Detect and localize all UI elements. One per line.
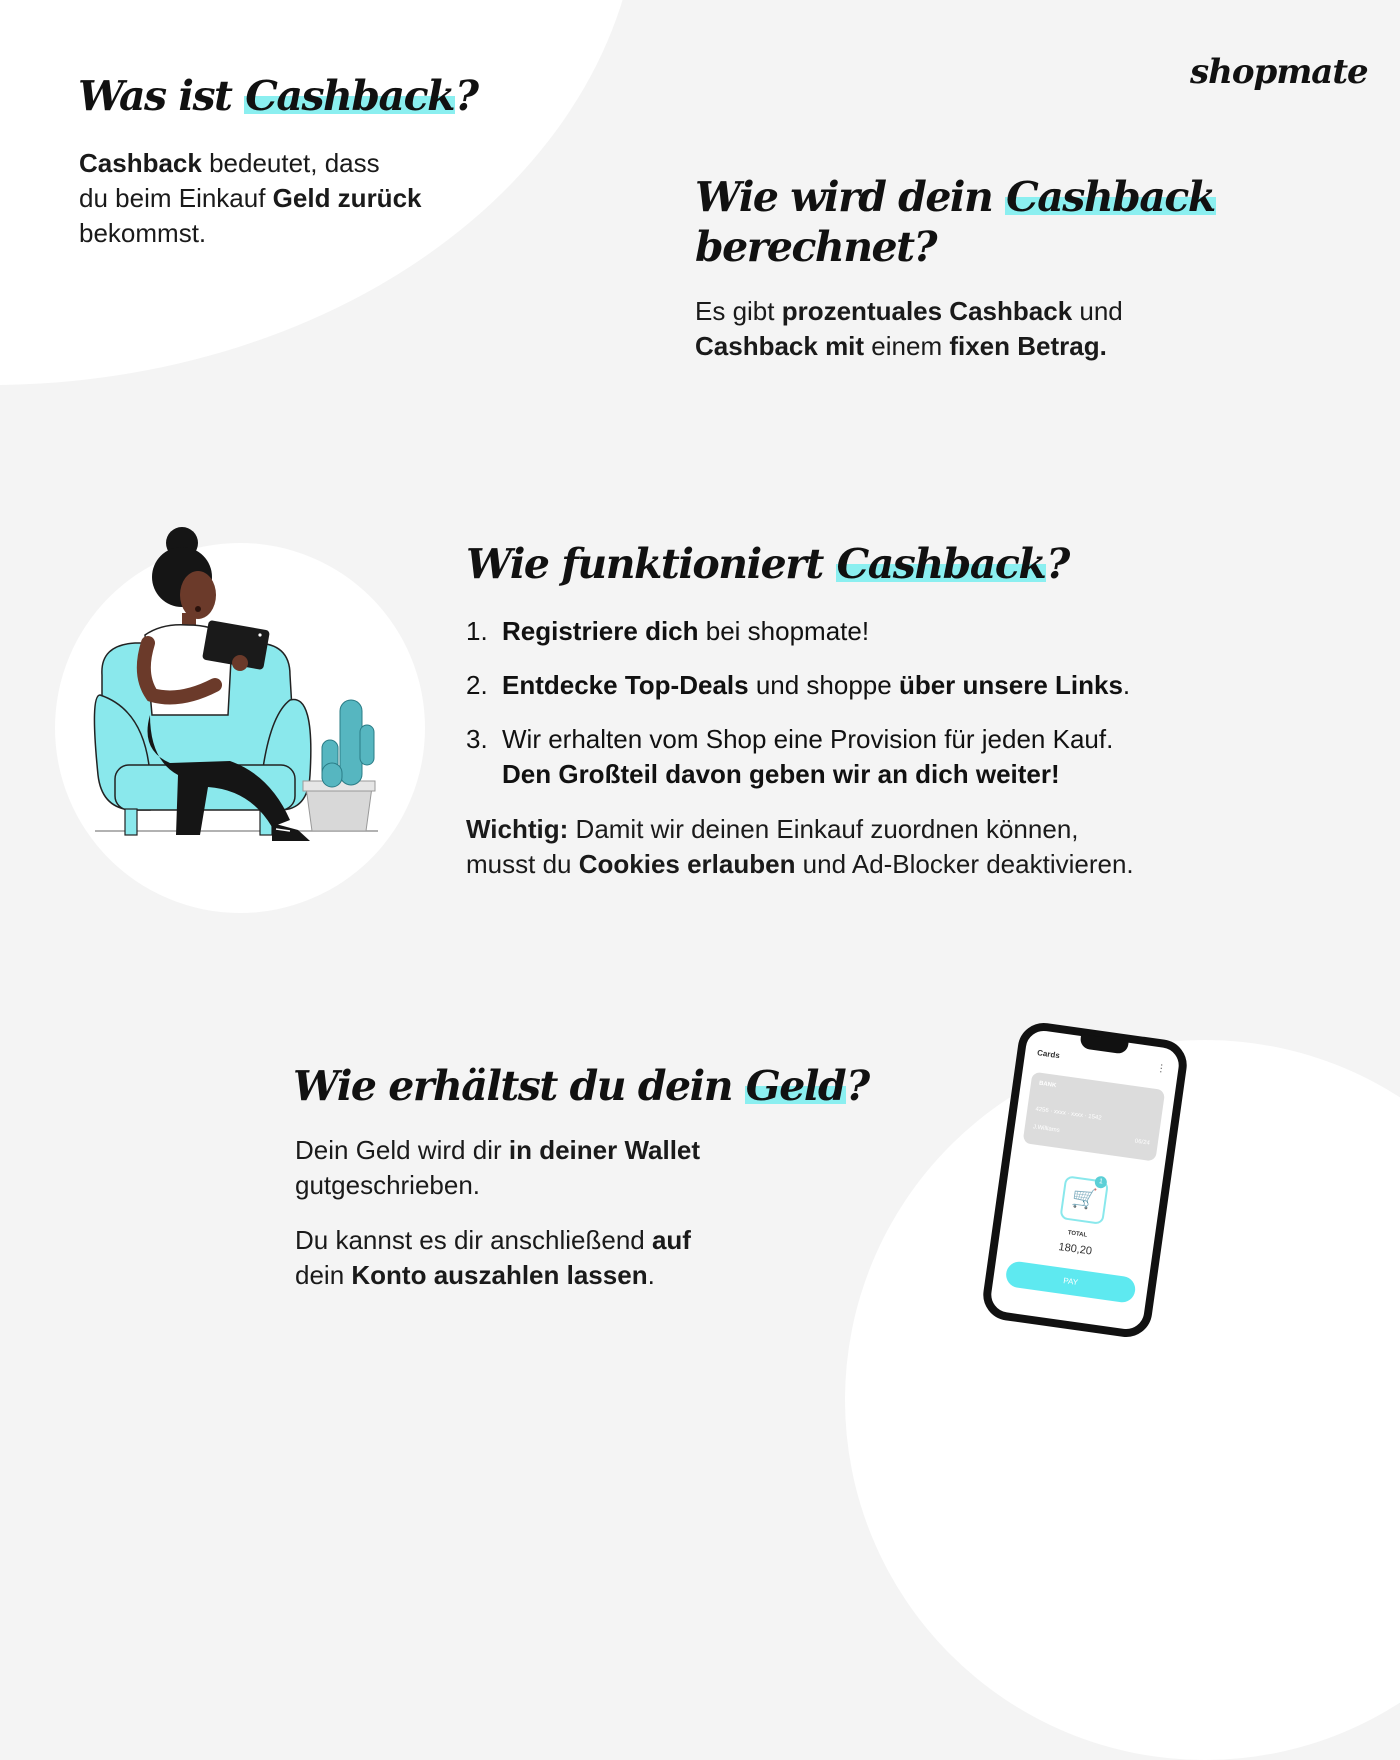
title-highlight: Cashback <box>245 72 454 120</box>
total-value: 180,20 <box>1057 1241 1093 1258</box>
pay-button[interactable]: PAY <box>1004 1260 1136 1304</box>
important-note: Wichtig: Damit wir deinen Einkauf zuordnen können, musst du Cookies erlauben und Ad-Blocker deaktivieren. <box>466 814 1134 879</box>
card-expiry: 06/24 <box>1134 1138 1151 1147</box>
section-title-get-money: Wie erhältst du dein Geld? <box>293 1062 869 1110</box>
title-highlight: Geld <box>745 1062 846 1110</box>
card-number: 4256 · xxxx · xxxx · 1542 <box>1034 1106 1102 1122</box>
section-text-payout: Du kannst es dir anschließend auf dein Konto auszahlen lassen. <box>295 1225 691 1290</box>
shopmate-logo[interactable]: shopmate <box>1190 52 1368 92</box>
card-bank-name: BANK <box>1038 1080 1057 1090</box>
step-item: 2. Entdecke Top-Deals und shoppe über unsere Links. <box>466 670 1131 700</box>
cart-badge: 1 <box>1094 1175 1108 1189</box>
section-text-how-calculated: Es gibt prozentuales Cashback und Cashback mit einem fixen Betrag. <box>695 296 1123 361</box>
step-item: 1. Registriere dich bei shopmate! <box>466 616 870 646</box>
section-text-wallet: Dein Geld wird dir in deiner Wallet gutgeschrieben. <box>295 1135 701 1200</box>
section-text-what-is-cashback: Cashback bedeutet, dass du beim Einkauf Geld zurück bekommst. <box>79 148 422 248</box>
cart-icon[interactable]: 🛒 <box>1059 1175 1109 1225</box>
section-title-how-it-works: Wie funktioniert Cashback? <box>466 540 1069 588</box>
title-highlight: Cashback <box>1006 173 1215 221</box>
step-item: 3. Wir erhalten vom Shop eine Provision für jeden Kauf. Den Großteil davon geben wir an dich weiter! <box>466 724 1114 789</box>
total-label: TOTAL <box>1067 1230 1088 1239</box>
section-title-what-is-cashback: Was ist Cashback? <box>78 72 478 120</box>
title-highlight: Cashback <box>836 540 1046 588</box>
phone-notch <box>1079 1034 1128 1055</box>
section-title-how-calculated: Wie wird dein Cashback berechnet? <box>695 173 1215 271</box>
woman-with-tablet-illustration <box>90 525 390 845</box>
menu-dots-icon[interactable]: ⋮ <box>1155 1062 1167 1076</box>
card-holder: J.Williams <box>1032 1124 1060 1134</box>
bank-card[interactable] <box>1023 1072 1166 1162</box>
steps-list <box>466 614 1266 811</box>
screen-title: Cards <box>1036 1048 1061 1061</box>
